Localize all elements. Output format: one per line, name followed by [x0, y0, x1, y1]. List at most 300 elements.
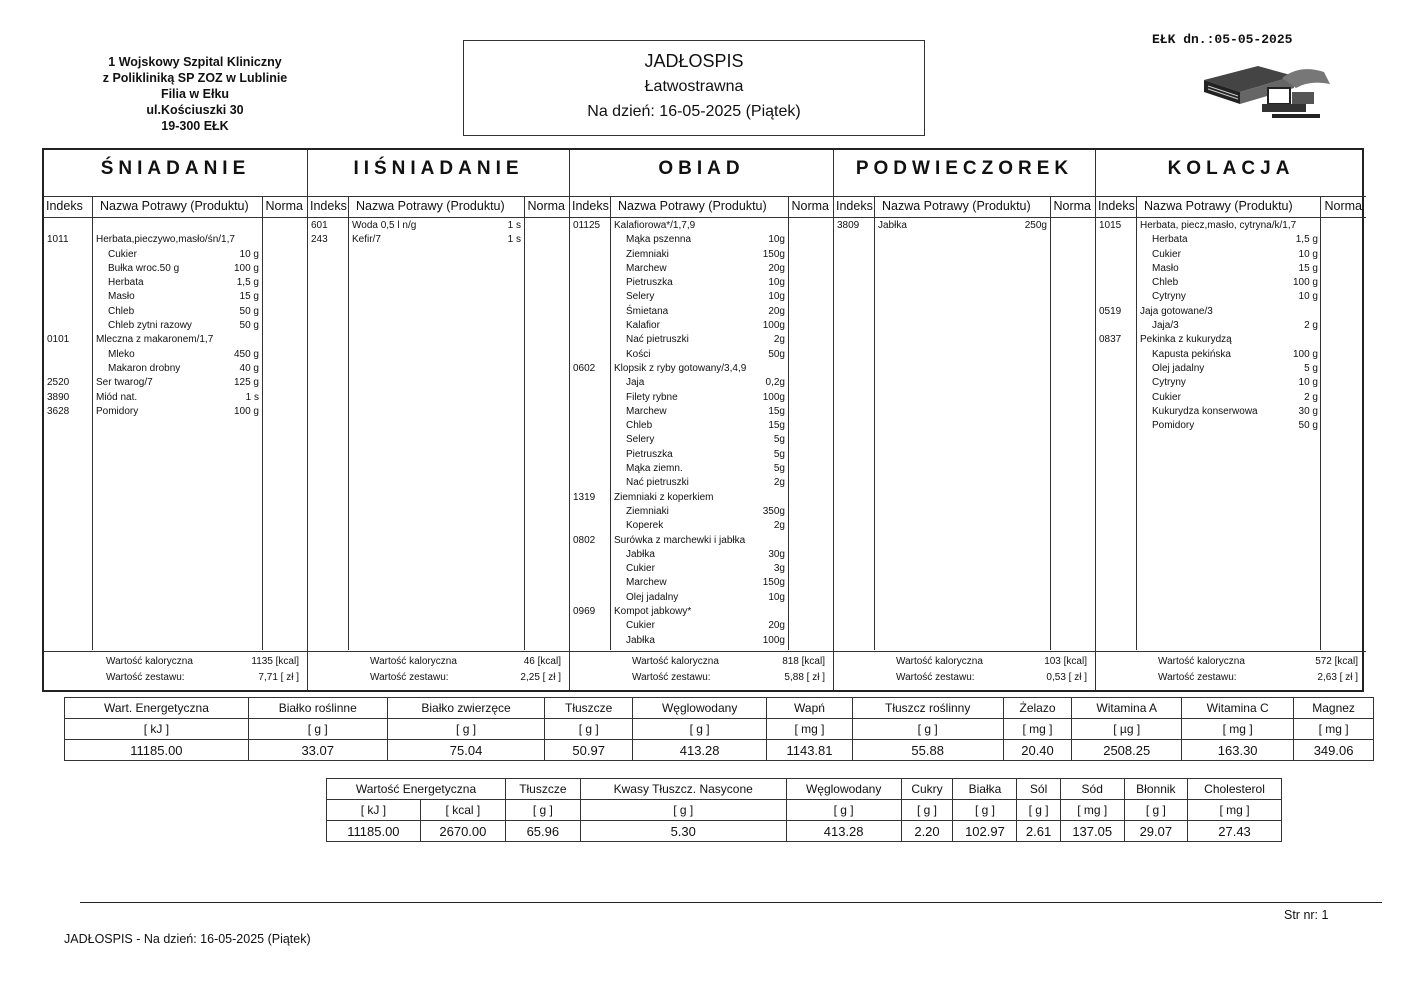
n1-unit: [ g ]	[852, 719, 1003, 740]
meal-title: PODWIECZOREK	[855, 158, 1074, 179]
list-item	[570, 349, 833, 363]
n1-header: Wapń	[767, 698, 852, 719]
list-item	[570, 234, 833, 248]
item-norm: 150g	[762, 577, 785, 589]
list-item	[1096, 249, 1366, 263]
list-item	[570, 606, 833, 620]
page-title: JADŁOSPIS	[644, 51, 744, 71]
list-item	[1096, 420, 1366, 434]
column-divider	[1050, 196, 1051, 650]
item-name: Chleb zytni razowy	[108, 320, 192, 332]
item-norm: 5g	[773, 434, 785, 446]
summary-value: 2,63 [ zł ]	[1317, 672, 1358, 683]
list-item	[570, 291, 833, 305]
n1-value: 20.40	[1003, 740, 1072, 761]
n1-header: Wart. Energetyczna	[65, 698, 249, 719]
item-norm: 1,5 g	[236, 277, 259, 289]
item-name: Pekinka z kukurydzą	[1140, 334, 1232, 346]
item-norm: 150g	[762, 248, 785, 260]
n2-unit: [ mg ]	[1188, 800, 1282, 821]
list-item	[1096, 406, 1366, 420]
summary-line	[44, 672, 307, 686]
list-item	[570, 320, 833, 334]
header-index: Indeks	[836, 199, 873, 213]
header-norm: Norma	[791, 199, 829, 213]
item-name: Masło	[108, 291, 135, 303]
summary-label: Wartość zestawu:	[896, 672, 975, 683]
n2-value: 27.43	[1188, 821, 1282, 842]
n1-header: Tłuszcze	[545, 698, 633, 719]
list-item	[1096, 320, 1366, 334]
item-index: 0837	[1099, 334, 1122, 346]
list-item	[570, 535, 833, 549]
list-item	[44, 249, 307, 263]
list-item	[44, 234, 307, 248]
item-norm: 10g	[768, 277, 785, 289]
item-name: Cukier	[626, 620, 655, 632]
item-name: Selery	[626, 434, 655, 446]
list-item	[570, 520, 833, 534]
summary-line	[834, 672, 1095, 686]
n1-value: 413.28	[632, 740, 766, 761]
meal-items	[308, 220, 569, 249]
item-name: Miód nat.	[96, 391, 138, 403]
n2-header: Węglowodany	[786, 779, 901, 800]
n1-unit: [ g ]	[545, 719, 633, 740]
n1-value: 349.06	[1294, 740, 1374, 761]
item-name: Cytryny	[1152, 377, 1186, 389]
list-item	[570, 306, 833, 320]
list-item	[570, 392, 833, 406]
n1-value: 163.30	[1182, 740, 1294, 761]
item-norm: 350g	[762, 505, 785, 517]
header-index: Indeks	[46, 199, 83, 213]
item-name: Ziemniaki z koperkiem	[614, 491, 714, 503]
item-norm: 15g	[768, 405, 785, 417]
hospital-line: 1 Wojskowy Szpital Kliniczny	[108, 55, 282, 69]
list-item	[44, 277, 307, 291]
summary-value: 2,25 [ zł ]	[520, 672, 561, 683]
print-date: EŁK dn.:05-05-2025	[1152, 32, 1293, 47]
meal-summary	[308, 651, 569, 690]
item-name: Chleb	[1152, 277, 1179, 289]
item-name: Jaja gotowane/3	[1140, 305, 1213, 317]
n1-unit: [ kJ ]	[65, 719, 249, 740]
meal-title: OBIAD	[658, 158, 745, 179]
list-item	[1096, 334, 1366, 348]
item-index: 0969	[573, 606, 596, 618]
column-header	[44, 196, 307, 218]
item-norm: 100g	[762, 320, 785, 332]
n2-header: Tłuszcze	[505, 779, 580, 800]
n1-unit: [ g ]	[632, 719, 766, 740]
item-norm: 50g	[768, 348, 785, 360]
n2-value: 413.28	[786, 821, 901, 842]
list-item	[570, 277, 833, 291]
item-norm: 15 g	[239, 291, 259, 303]
item-norm: 100g	[762, 391, 785, 403]
item-name: Kalafiorowa*/1,7,9	[614, 220, 696, 231]
hospital-line: z Polikliniką SP ZOZ w Lublinie	[102, 71, 288, 85]
item-norm: 250g	[1024, 220, 1047, 231]
list-item	[44, 334, 307, 348]
summary-value: 7,71 [ zł ]	[258, 672, 299, 683]
n2-unit: [ g ]	[901, 800, 953, 821]
n2-unit: [ mg ]	[1060, 800, 1124, 821]
column-divider	[524, 196, 525, 650]
list-item	[834, 220, 1095, 234]
list-item	[570, 620, 833, 634]
item-name: Jaja/3	[1152, 320, 1179, 332]
n1-header: Tłuszcz roślinny	[852, 698, 1003, 719]
list-item	[44, 306, 307, 320]
header-name: Nazwa Potrawy (Produktu)	[882, 199, 1031, 213]
item-name: Kompot jabkowy*	[614, 606, 692, 618]
summary-label: Wartość kaloryczna	[632, 656, 719, 667]
n2-header: Sód	[1060, 779, 1124, 800]
n2-header: Cukry	[901, 779, 953, 800]
list-item	[570, 263, 833, 277]
item-name: Marchew	[626, 262, 667, 274]
summary-value: 5,88 [ zł ]	[784, 672, 825, 683]
header-index: Indeks	[1098, 199, 1135, 213]
n2-unit: [ g ]	[1124, 800, 1187, 821]
summary-line	[1096, 656, 1366, 670]
n2-unit: [ g ]	[580, 800, 786, 821]
header-norm: Norma	[1324, 199, 1362, 213]
item-norm: 10 g	[1298, 248, 1318, 260]
meal-title: KOLACJA	[1167, 158, 1295, 179]
page-number: Str nr: 1	[1284, 908, 1329, 922]
energy-value: 2670.00	[420, 821, 505, 842]
list-item	[308, 220, 569, 234]
item-norm: 100 g	[1292, 348, 1318, 360]
list-item	[570, 463, 833, 477]
list-item	[570, 577, 833, 591]
list-item	[1096, 234, 1366, 248]
item-name: Cukier	[1152, 248, 1181, 260]
item-name: Nać pietruszki	[626, 334, 689, 346]
n1-unit: [ g ]	[387, 719, 545, 740]
header-norm: Norma	[527, 199, 565, 213]
n1-value: 55.88	[852, 740, 1003, 761]
list-item	[44, 220, 307, 234]
meal-items	[834, 220, 1095, 234]
list-item	[44, 263, 307, 277]
nutrition-table-2	[326, 778, 1282, 842]
item-name: Surówka z marchewki i jabłka	[614, 534, 746, 546]
item-index: 3890	[47, 391, 70, 403]
n1-value: 50.97	[545, 740, 633, 761]
item-name: Kości	[626, 348, 651, 360]
item-norm: 15g	[768, 420, 785, 432]
list-item	[1096, 263, 1366, 277]
n1-value: 2508.25	[1072, 740, 1182, 761]
summary-line	[44, 656, 307, 670]
summary-line	[1096, 672, 1366, 686]
item-name: Kalafior	[626, 320, 660, 332]
n1-unit: [ mg ]	[1294, 719, 1374, 740]
item-name: Herbata	[108, 277, 144, 289]
item-index: 1015	[1099, 220, 1122, 231]
summary-line	[834, 656, 1095, 670]
item-norm: 2g	[773, 520, 785, 532]
item-index: 2520	[47, 377, 70, 389]
list-item	[570, 220, 833, 234]
book-computer-icon	[1200, 58, 1340, 120]
item-name: Olej jadalny	[626, 591, 679, 603]
n2-header: Cholesterol	[1188, 779, 1282, 800]
n2-header: Białka	[953, 779, 1017, 800]
item-name: Masło	[1152, 262, 1179, 274]
item-index: 0802	[573, 534, 596, 546]
list-item	[1096, 277, 1366, 291]
item-name: Śmietana	[626, 305, 669, 317]
item-norm: 2 g	[1304, 391, 1318, 403]
list-item	[570, 363, 833, 377]
list-item	[570, 449, 833, 463]
energy-header: Wartość Energetyczna	[327, 779, 506, 800]
item-norm: 125 g	[233, 377, 259, 389]
n1-value: 1143.81	[767, 740, 852, 761]
summary-label: Wartość zestawu:	[370, 672, 449, 683]
item-norm: 40 g	[239, 362, 259, 374]
item-name: Bułka wroc.50 g	[108, 262, 180, 274]
item-norm: 50 g	[239, 305, 259, 317]
item-norm: 50 g	[239, 320, 259, 332]
list-item	[1096, 220, 1366, 234]
item-name: Makaron drobny	[108, 362, 181, 374]
n2-value: 137.05	[1060, 821, 1124, 842]
hospital-line: ul.Kościuszki 30	[146, 103, 244, 117]
n2-unit: [ g ]	[1017, 800, 1060, 821]
list-item	[570, 635, 833, 649]
list-item	[44, 377, 307, 391]
item-index: 3628	[47, 405, 70, 417]
n2-value: 65.96	[505, 821, 580, 842]
item-index: 243	[311, 234, 328, 246]
item-name: Ziemniaki	[626, 248, 669, 260]
n2-value: 102.97	[953, 821, 1017, 842]
summary-label: Wartość kaloryczna	[106, 656, 193, 667]
list-item	[1096, 377, 1366, 391]
list-item	[44, 320, 307, 334]
item-norm: 30g	[768, 548, 785, 560]
item-name: Kapusta pekińska	[1152, 348, 1231, 360]
nutrition-table-1	[64, 697, 1374, 761]
list-item	[1096, 363, 1366, 377]
item-name: Klopsik z ryby gotowany/3,4,9	[614, 362, 747, 374]
list-item	[44, 406, 307, 420]
item-index: 601	[311, 220, 328, 231]
item-norm: 30 g	[1298, 405, 1318, 417]
item-name: Kefir/7	[352, 234, 381, 246]
n1-value: 75.04	[387, 740, 545, 761]
hospital-address	[70, 54, 320, 134]
n1-unit: [ g ]	[248, 719, 387, 740]
header-name: Nazwa Potrawy (Produktu)	[356, 199, 505, 213]
item-norm: 20g	[768, 262, 785, 274]
item-norm: 10g	[768, 291, 785, 303]
summary-line	[570, 672, 833, 686]
item-name: Herbata	[1152, 234, 1188, 246]
diet-name: Łatwostrawna	[644, 78, 744, 95]
item-name: Ziemniaki	[626, 505, 669, 517]
list-item	[1096, 349, 1366, 363]
n2-unit: [ g ]	[505, 800, 580, 821]
item-name: Nać pietruszki	[626, 477, 689, 489]
energy-unit: [ kJ ]	[327, 800, 421, 821]
n2-value: 2.61	[1017, 821, 1060, 842]
summary-value: 0,53 [ zł ]	[1046, 672, 1087, 683]
meal-title: IIŚNIADANIE	[353, 158, 524, 179]
item-name: Cukier	[1152, 391, 1181, 403]
meal-summary	[570, 651, 833, 690]
list-item	[570, 249, 833, 263]
hospital-line: 19-300 EŁK	[161, 119, 229, 133]
summary-label: Wartość zestawu:	[106, 672, 185, 683]
n1-header: Magnez	[1294, 698, 1374, 719]
column-divider	[348, 196, 349, 650]
menu-date: Na dzień: 16-05-2025 (Piątek)	[587, 103, 801, 120]
title-box	[463, 40, 925, 136]
list-item	[570, 506, 833, 520]
summary-value: 103 [kcal]	[1044, 656, 1087, 667]
item-norm: 15 g	[1298, 262, 1318, 274]
item-norm: 10 g	[239, 248, 259, 260]
n1-unit: [ µg ]	[1072, 719, 1182, 740]
item-name: Pomidory	[96, 405, 139, 417]
item-norm: 5g	[773, 463, 785, 475]
item-norm: 5g	[773, 448, 785, 460]
list-item	[570, 420, 833, 434]
n1-unit: [ mg ]	[1182, 719, 1294, 740]
energy-unit: [ kcal ]	[420, 800, 505, 821]
list-item	[570, 334, 833, 348]
item-norm: 10 g	[1298, 377, 1318, 389]
meal-items	[1096, 220, 1366, 434]
item-norm: 0,2g	[765, 377, 785, 389]
item-index: 0101	[47, 334, 70, 346]
item-name: Jabłka	[878, 220, 907, 231]
list-item	[1096, 291, 1366, 305]
item-name: Selery	[626, 291, 655, 303]
item-name: Mleczna z makaronem/1,7	[96, 334, 214, 346]
item-name: Cytryny	[1152, 291, 1186, 303]
item-name: Cukier	[626, 563, 655, 575]
summary-line	[308, 672, 569, 686]
item-norm: 100 g	[1292, 277, 1318, 289]
item-name: Ser twarog/7	[96, 377, 153, 389]
item-name: Koperek	[626, 520, 664, 532]
meal-items	[570, 220, 833, 649]
list-item	[44, 291, 307, 305]
n1-header: Białko roślinne	[248, 698, 387, 719]
item-name: Chleb	[108, 305, 135, 317]
item-norm: 1 s	[245, 391, 259, 403]
item-norm: 2g	[773, 477, 785, 489]
header-index: Indeks	[572, 199, 609, 213]
summary-value: 572 [kcal]	[1315, 656, 1358, 667]
item-index: 3809	[837, 220, 860, 231]
item-name: Filety rybne	[626, 391, 678, 403]
energy-value: 11185.00	[327, 821, 421, 842]
footer-divider	[80, 902, 1382, 903]
item-norm: 50 g	[1298, 420, 1318, 432]
list-item	[570, 406, 833, 420]
summary-label: Wartość kaloryczna	[1158, 656, 1245, 667]
item-name: Kukurydza konserwowa	[1152, 405, 1258, 417]
n1-value: 11185.00	[65, 740, 249, 761]
n1-unit: [ mg ]	[767, 719, 852, 740]
item-name: Woda 0,5 l n/g	[352, 220, 417, 231]
header-norm: Norma	[265, 199, 303, 213]
item-name: Mąka ziemn.	[626, 463, 683, 475]
n1-header: Węglowodany	[632, 698, 766, 719]
list-item	[308, 234, 569, 248]
summary-label: Wartość zestawu:	[1158, 672, 1237, 683]
list-item	[44, 363, 307, 377]
item-name: Pietruszka	[626, 448, 673, 460]
list-item	[570, 477, 833, 491]
n2-value: 2.20	[901, 821, 953, 842]
item-index: 1319	[573, 491, 596, 503]
summary-line	[308, 656, 569, 670]
item-norm: 20g	[768, 620, 785, 632]
list-item	[1096, 306, 1366, 320]
item-name: Herbata, piecz,masło, cytryna/k/1,7	[1140, 220, 1297, 231]
item-norm: 2g	[773, 334, 785, 346]
list-item	[44, 392, 307, 406]
item-name: Jabłka	[626, 548, 655, 560]
meal-summary	[834, 651, 1095, 690]
item-norm: 2 g	[1304, 320, 1318, 332]
item-name: Jaja	[626, 377, 645, 389]
n2-unit: [ g ]	[786, 800, 901, 821]
n1-header: Białko zwierzęce	[387, 698, 545, 719]
n2-unit: [ g ]	[953, 800, 1017, 821]
item-name: Mleko	[108, 348, 135, 360]
item-name: Herbata,pieczywo,masło/śn/1,7	[96, 234, 235, 246]
list-item	[570, 377, 833, 391]
meal-column	[308, 150, 570, 690]
list-item	[44, 349, 307, 363]
item-norm: 100 g	[233, 262, 259, 274]
item-name: Pomidory	[1152, 420, 1195, 432]
summary-value: 46 [kcal]	[523, 656, 561, 667]
list-item	[1096, 392, 1366, 406]
header-name: Nazwa Potrawy (Produktu)	[1144, 199, 1293, 213]
meal-column	[1096, 150, 1366, 690]
summary-label: Wartość zestawu:	[632, 672, 711, 683]
item-norm: 1,5 g	[1295, 234, 1318, 246]
item-norm: 10 g	[1298, 291, 1318, 303]
item-index: 01125	[573, 220, 601, 231]
meal-column	[570, 150, 834, 690]
item-name: Olej jadalny	[1152, 362, 1205, 374]
meal-items	[44, 220, 307, 420]
item-norm: 1 s	[507, 234, 521, 246]
list-item	[570, 492, 833, 506]
list-item	[570, 549, 833, 563]
meal-column	[44, 150, 308, 690]
item-norm: 100g	[762, 634, 785, 646]
item-name: Jabłka	[626, 634, 655, 646]
item-name: Pietruszka	[626, 277, 673, 289]
item-norm: 450 g	[233, 348, 259, 360]
header-norm: Norma	[1053, 199, 1091, 213]
item-name: Marchew	[626, 405, 667, 417]
